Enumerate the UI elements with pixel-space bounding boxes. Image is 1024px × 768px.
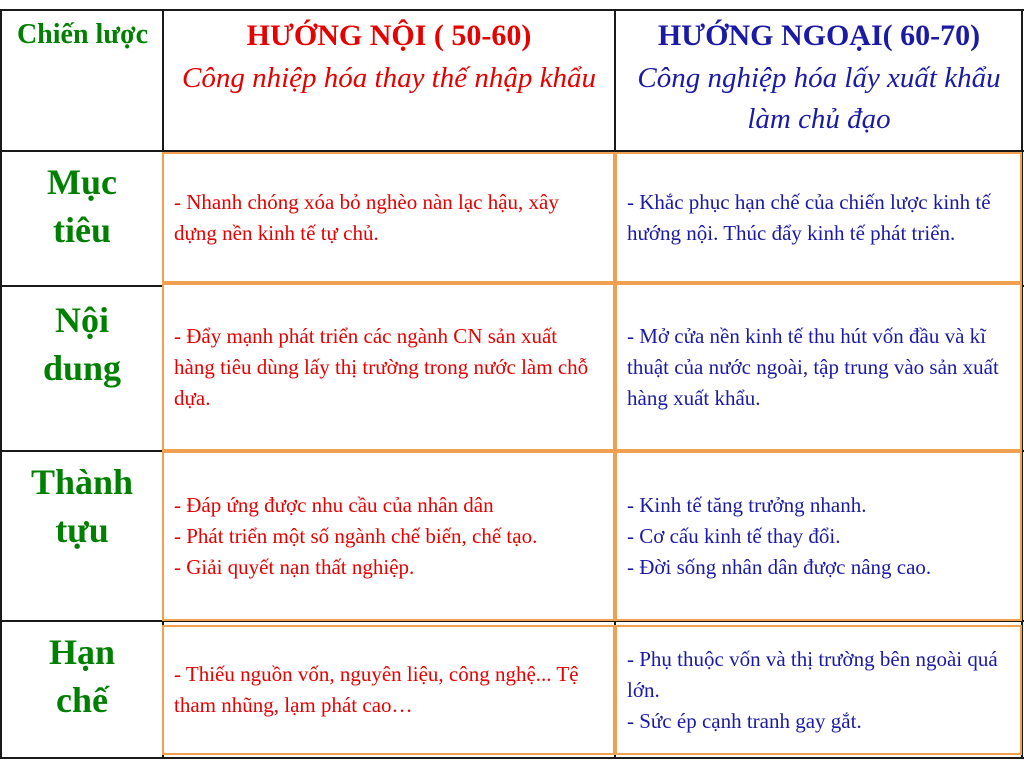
cell-outward-thanh-tuu: - Kinh tế tăng trưởng nhanh. - Cơ cấu kinh tế thay đổi. - Đời sống nhân dân được nâng cao.: [615, 451, 1022, 621]
inward-header: [168, 14, 610, 99]
outward-title: HƯỚNG NGOẠI( 60-70): [657, 19, 981, 52]
row-label-noi-dung: Nội dung: [42, 300, 122, 388]
cell-inward-han-che: - Thiếu nguồn vốn, nguyên liệu, công nghệ... Tệ tham nhũng, lạm phát cao…: [162, 625, 615, 755]
outward-header: [620, 14, 1018, 140]
cell-inward-muc-tieu: - Nhanh chóng xóa bỏ nghèo nàn lạc hậu, xây dựng nền kinh tế tự chủ.: [162, 152, 615, 283]
outward-subtitle: Công nghiệp hóa lấy xuất khẩu làm chủ đạo: [637, 62, 1001, 135]
table-border-left: [0, 9, 2, 759]
row-label-muc-tieu: Mục tiêu: [47, 162, 117, 250]
row-label-thanh-tuu: Thành tựu: [30, 462, 134, 550]
table-border-bottom: [0, 757, 1024, 759]
row-label-han-che: Hạn chế: [48, 632, 116, 720]
inward-title: HƯỚNG NỘI ( 50-60): [246, 19, 532, 52]
table-border-top: [0, 9, 1024, 11]
cell-outward-han-che: - Phụ thuộc vốn và thị trường bên ngoài quá lớn. - Sức ép cạnh tranh gay gắt.: [615, 625, 1022, 755]
cell-outward-muc-tieu: - Khắc phục hạn chế của chiến lược kinh tế hướng nội. Thúc đẩy kinh tế phát triển.: [615, 152, 1022, 283]
cell-inward-noi-dung: - Đẩy mạnh phát triển các ngành CN sản xuất hàng tiêu dùng lấy thị trường trong nước làm chỗ dựa.: [162, 283, 615, 451]
inward-subtitle: Công nhiệp hóa thay thế nhập khẩu: [181, 62, 596, 94]
cell-outward-noi-dung: - Mở cửa nền kinh tế thu hút vốn đầu và kĩ thuật của nước ngoài, tập trung vào sản xuất hàng xuất khẩu.: [615, 283, 1022, 451]
strategy-header-label: Chiến lược: [16, 19, 149, 50]
cell-inward-thanh-tuu: - Đáp ứng được nhu cầu của nhân dân - Phát triển một số ngành chế biến, chế tạo. - Giải quyết nạn thất nghiệp.: [162, 451, 615, 621]
